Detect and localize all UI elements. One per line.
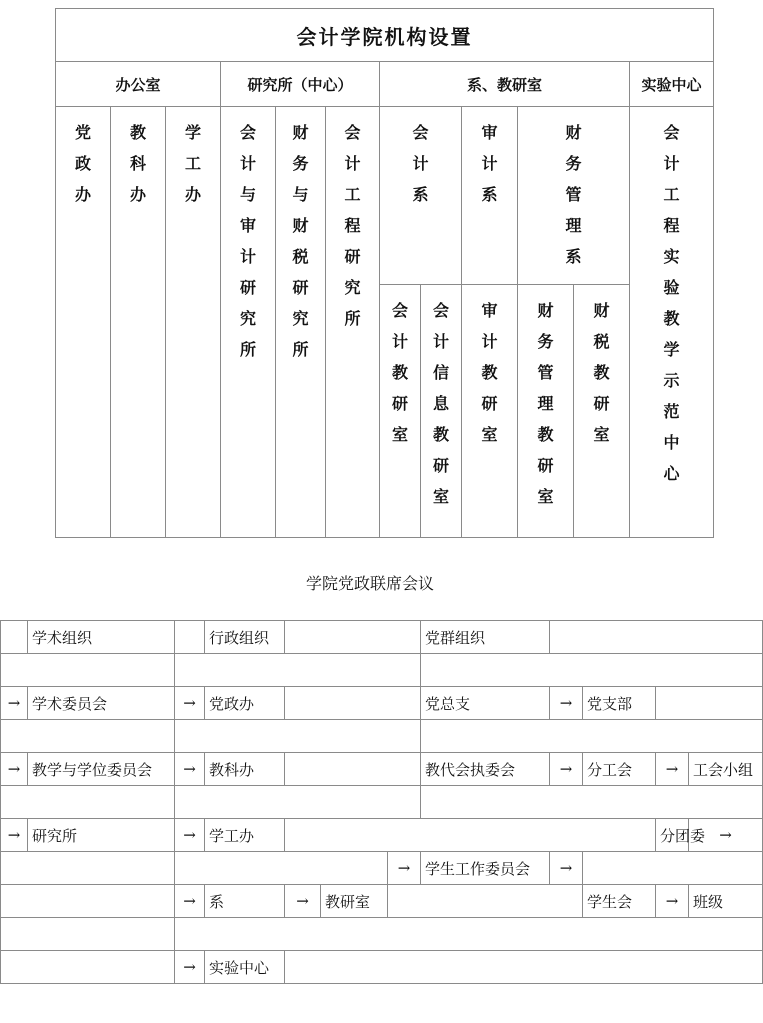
academic-header: 学术组织 xyxy=(28,621,175,654)
teaching-office: 审计教研室 xyxy=(462,285,518,538)
party-item: 学生工作委员会 xyxy=(421,852,550,885)
arrow-icon: → xyxy=(1,687,28,720)
arrow-icon: → xyxy=(550,753,583,786)
admin-item: 教研室 xyxy=(321,885,388,918)
department-unit: 财务管理系 xyxy=(518,107,630,285)
org-title: 会计学院机构设置 xyxy=(56,9,714,62)
teaching-office: 财税教研室 xyxy=(574,285,630,538)
office-unit: 党政办 xyxy=(56,107,111,538)
teaching-office: 财务管理教研室 xyxy=(518,285,574,538)
arrow-icon: → xyxy=(285,885,321,918)
arrow-icon: → xyxy=(175,951,205,984)
department-unit: 审计系 xyxy=(462,107,518,285)
institute-unit: 会计与审计研究所 xyxy=(221,107,276,538)
admin-item: 教科办 xyxy=(205,753,285,786)
party-item: 党支部 xyxy=(583,687,656,720)
party-item: 分团委 xyxy=(656,819,689,852)
institute-unit: 会计工程研究所 xyxy=(326,107,380,538)
admin-item: 学工办 xyxy=(205,819,285,852)
arrow-icon: → xyxy=(388,852,421,885)
group-office: 办公室 xyxy=(56,62,221,107)
meeting-title: 学院党政联席会议 xyxy=(305,574,434,593)
academic-item: 教学与学位委员会 xyxy=(28,753,175,786)
org-structure-table xyxy=(55,8,714,538)
teaching-office: 会计信息教研室 xyxy=(421,285,462,538)
party-item: 教代会执委会 xyxy=(421,753,550,786)
party-header: 党群组织 xyxy=(421,621,550,654)
arrow-icon: → xyxy=(550,687,583,720)
group-lab: 实验中心 xyxy=(630,62,714,107)
arrow-icon: → xyxy=(175,687,205,720)
office-unit: 教科办 xyxy=(111,107,166,538)
party-item: 学生会 xyxy=(583,885,656,918)
office-unit: 学工办 xyxy=(166,107,221,538)
arrow-icon: → xyxy=(175,753,205,786)
department-unit: 会计系 xyxy=(380,107,462,285)
academic-item: 研究所 xyxy=(28,819,175,852)
group-department: 系、教研室 xyxy=(380,62,630,107)
arrow-icon: → xyxy=(689,819,763,852)
governance-flow-table xyxy=(0,620,763,984)
arrow-icon: → xyxy=(175,885,205,918)
arrow-icon: → xyxy=(175,819,205,852)
arrow-icon: → xyxy=(1,819,28,852)
arrow-icon: → xyxy=(550,852,583,885)
lab-unit: 会计工程实验教学示范中心 xyxy=(630,107,714,538)
party-item: 党总支 xyxy=(421,687,550,720)
arrow-icon: → xyxy=(1,753,28,786)
party-item: 分工会 xyxy=(583,753,656,786)
admin-header: 行政组织 xyxy=(205,621,285,654)
group-institute: 研究所（中心） xyxy=(221,62,380,107)
teaching-office: 会计教研室 xyxy=(380,285,421,538)
admin-item: 系 xyxy=(205,885,285,918)
admin-item: 实验中心 xyxy=(205,951,285,984)
institute-unit: 财务与财税研究所 xyxy=(276,107,326,538)
arrow-icon: → xyxy=(656,753,689,786)
academic-item: 学术委员会 xyxy=(28,687,175,720)
party-item: 工会小组 xyxy=(689,753,763,786)
party-item: 班级 xyxy=(689,885,763,918)
arrow-icon: → xyxy=(656,885,689,918)
admin-item: 党政办 xyxy=(205,687,285,720)
